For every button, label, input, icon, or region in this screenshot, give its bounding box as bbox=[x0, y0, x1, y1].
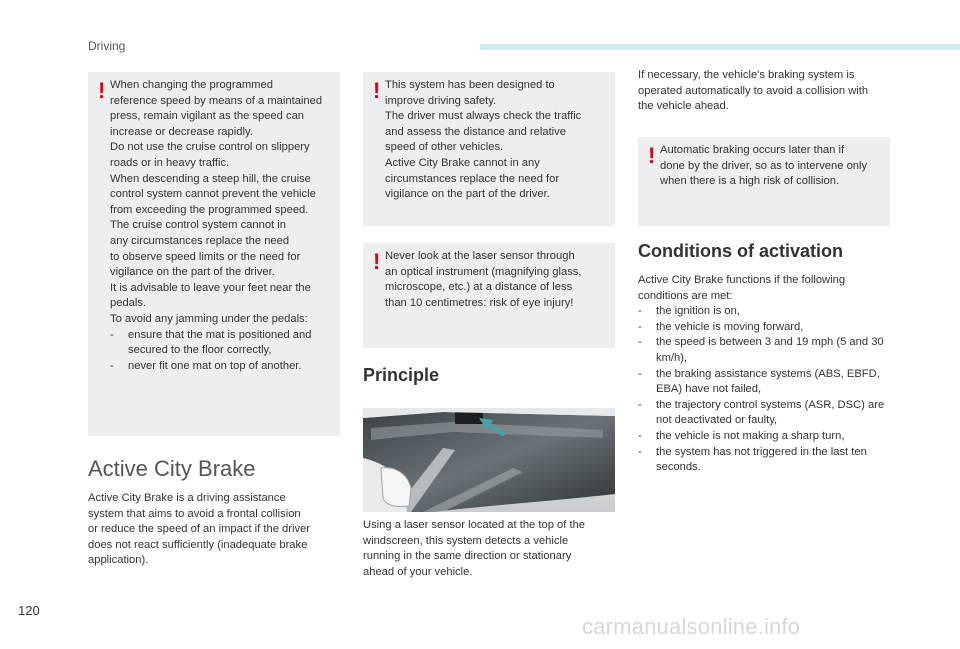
text-line: When changing the programmed bbox=[110, 79, 273, 91]
warning-box-laser-sensor bbox=[363, 243, 615, 348]
warning-box-driving-safety bbox=[363, 72, 615, 226]
text-line: pedals. bbox=[110, 297, 147, 310]
text-line: system that aims to avoid a frontal collision bbox=[88, 507, 301, 520]
active-city-brake-heading: Active City Brake bbox=[88, 456, 256, 481]
warning-box-cruise-control bbox=[88, 72, 340, 436]
exclamation-warning-icon: ! bbox=[373, 78, 381, 103]
section-title: Driving bbox=[88, 39, 126, 53]
exclamation-warning-icon: ! bbox=[98, 78, 106, 103]
text-line: Active City Brake is a driving assistance bbox=[88, 492, 286, 504]
exclamation-warning-icon: ! bbox=[648, 143, 656, 168]
section-header-bar bbox=[480, 44, 960, 50]
exclamation-warning-icon: ! bbox=[373, 249, 381, 274]
list-item-text: the speed is between 3 and 19 mph (5 and 30 km/h), bbox=[656, 336, 884, 364]
text-line: Do not use the cruise control on slippery bbox=[110, 141, 310, 154]
list-dash: - bbox=[638, 320, 642, 333]
page-number: 120 bbox=[18, 603, 40, 618]
list-dash: - bbox=[638, 305, 642, 318]
list-item bbox=[638, 335, 890, 366]
text-line: running in the same direction or stationary bbox=[363, 550, 572, 563]
text-line: control system cannot prevent the vehicle bbox=[110, 188, 316, 201]
list-item-text: the ignition is on, bbox=[656, 305, 740, 318]
conditions-heading: Conditions of activation bbox=[638, 241, 843, 261]
watermark-text: carmanualsonline.info bbox=[582, 614, 801, 639]
text-line: increase or decrease rapidly. bbox=[110, 125, 253, 138]
list-item bbox=[110, 328, 334, 359]
list-dash: - bbox=[110, 359, 114, 372]
text-line: press, remain vigilant as the speed can bbox=[110, 110, 305, 123]
text-line: When descending a steep hill, the cruise bbox=[110, 172, 311, 185]
text-line: Using a laser sensor located at the top of the bbox=[363, 519, 586, 531]
list-item-text: never fit one mat on top of another. bbox=[128, 359, 302, 372]
warning-text bbox=[385, 249, 609, 311]
warning-text bbox=[660, 143, 884, 190]
text-line: If necessary, the vehicle's braking system is bbox=[638, 69, 855, 81]
list-item bbox=[638, 398, 890, 429]
conditions-text bbox=[638, 273, 890, 476]
text-line: and assess the distance and relative bbox=[385, 125, 566, 138]
text-line: Active City Brake cannot in any bbox=[385, 156, 540, 169]
principle-heading: Principle bbox=[363, 365, 440, 385]
list-item-text: the braking assistance systems (ABS, EBFD, EBA) have not failed, bbox=[656, 367, 880, 396]
list-item-text: the vehicle is moving forward, bbox=[656, 320, 804, 333]
text-line: ahead of your vehicle. bbox=[363, 565, 473, 578]
text-line: any circumstances replace the need bbox=[110, 234, 290, 247]
text-line: or reduce the speed of an impact if the driver bbox=[88, 523, 311, 536]
active-city-brake-text bbox=[88, 491, 340, 569]
text-line: To avoid any jamming under the pedals: bbox=[110, 312, 308, 325]
list-item bbox=[110, 359, 334, 375]
list-item bbox=[638, 445, 890, 476]
list-item-text: the system has not triggered in the last ten seconds. bbox=[656, 445, 867, 474]
list-dash: - bbox=[110, 328, 114, 341]
list-dash: - bbox=[638, 398, 642, 411]
text-line: from exceeding the programmed speed. bbox=[110, 203, 309, 216]
text-line: speed of other vehicles. bbox=[385, 141, 504, 154]
list-item bbox=[638, 304, 890, 320]
braking-intro-text bbox=[638, 68, 898, 115]
text-line: windscreen, this system detects a vehicle bbox=[363, 534, 569, 547]
text-line: than 10 centimetres: risk of eye injury! bbox=[385, 296, 574, 309]
text-line: Automatic braking occurs later than if bbox=[660, 144, 845, 156]
text-line: microscope, etc.) at a distance of less bbox=[385, 281, 573, 294]
text-line: It is advisable to leave your feet near the bbox=[110, 281, 311, 294]
warning-text bbox=[385, 78, 609, 203]
text-line: when there is a high risk of collision. bbox=[660, 175, 840, 188]
text-line: This system has been designed to bbox=[385, 79, 555, 91]
text-line: circumstances replace the need for bbox=[385, 172, 560, 185]
text-line: The cruise control system cannot in bbox=[110, 219, 286, 232]
text-line: roads or in heavy traffic. bbox=[110, 156, 230, 169]
warning-box-automatic-braking bbox=[638, 137, 890, 226]
warning-text bbox=[110, 78, 334, 374]
text-line: an optical instrument (magnifying glass, bbox=[385, 265, 582, 278]
text-line: operated automatically to avoid a collision with bbox=[638, 84, 869, 97]
list-dash: - bbox=[638, 445, 642, 458]
text-line: The driver must always check the traffic bbox=[385, 110, 582, 123]
list-item-text: the trajectory control systems (ASR, DSC) are not deactivated or faulty, bbox=[656, 398, 885, 427]
principle-text bbox=[363, 518, 615, 580]
list-item bbox=[638, 367, 890, 398]
list-item-text: the vehicle is not making a sharp turn, bbox=[656, 429, 845, 442]
text-line: application). bbox=[88, 554, 149, 567]
text-line: reference speed by means of a maintained bbox=[110, 94, 323, 107]
text-line: does not react sufficiently (inadequate brake bbox=[88, 538, 308, 551]
windscreen-illustration bbox=[363, 408, 615, 512]
list-dash: - bbox=[638, 429, 642, 442]
text-line: done by the driver, so as to intervene only bbox=[660, 159, 868, 172]
text-line: the vehicle ahead. bbox=[638, 100, 729, 113]
text-line: conditions are met: bbox=[638, 289, 733, 302]
list-dash: - bbox=[638, 336, 642, 349]
text-line: Never look at the laser sensor through bbox=[385, 250, 575, 262]
list-item bbox=[638, 320, 890, 336]
list-item-text: ensure that the mat is positioned and secured to the floor correctly, bbox=[128, 328, 312, 357]
text-line: improve driving safety. bbox=[385, 94, 497, 107]
list-item bbox=[638, 429, 890, 445]
text-line: to observe speed limits or the need for bbox=[110, 250, 301, 263]
text-line: vigilance on the part of the driver. bbox=[110, 266, 275, 279]
text-line: Active City Brake functions if the following bbox=[638, 274, 846, 286]
windscreen-sensor-photo bbox=[363, 408, 615, 512]
list-dash: - bbox=[638, 367, 642, 380]
text-line: vigilance on the part of the driver. bbox=[385, 188, 550, 201]
